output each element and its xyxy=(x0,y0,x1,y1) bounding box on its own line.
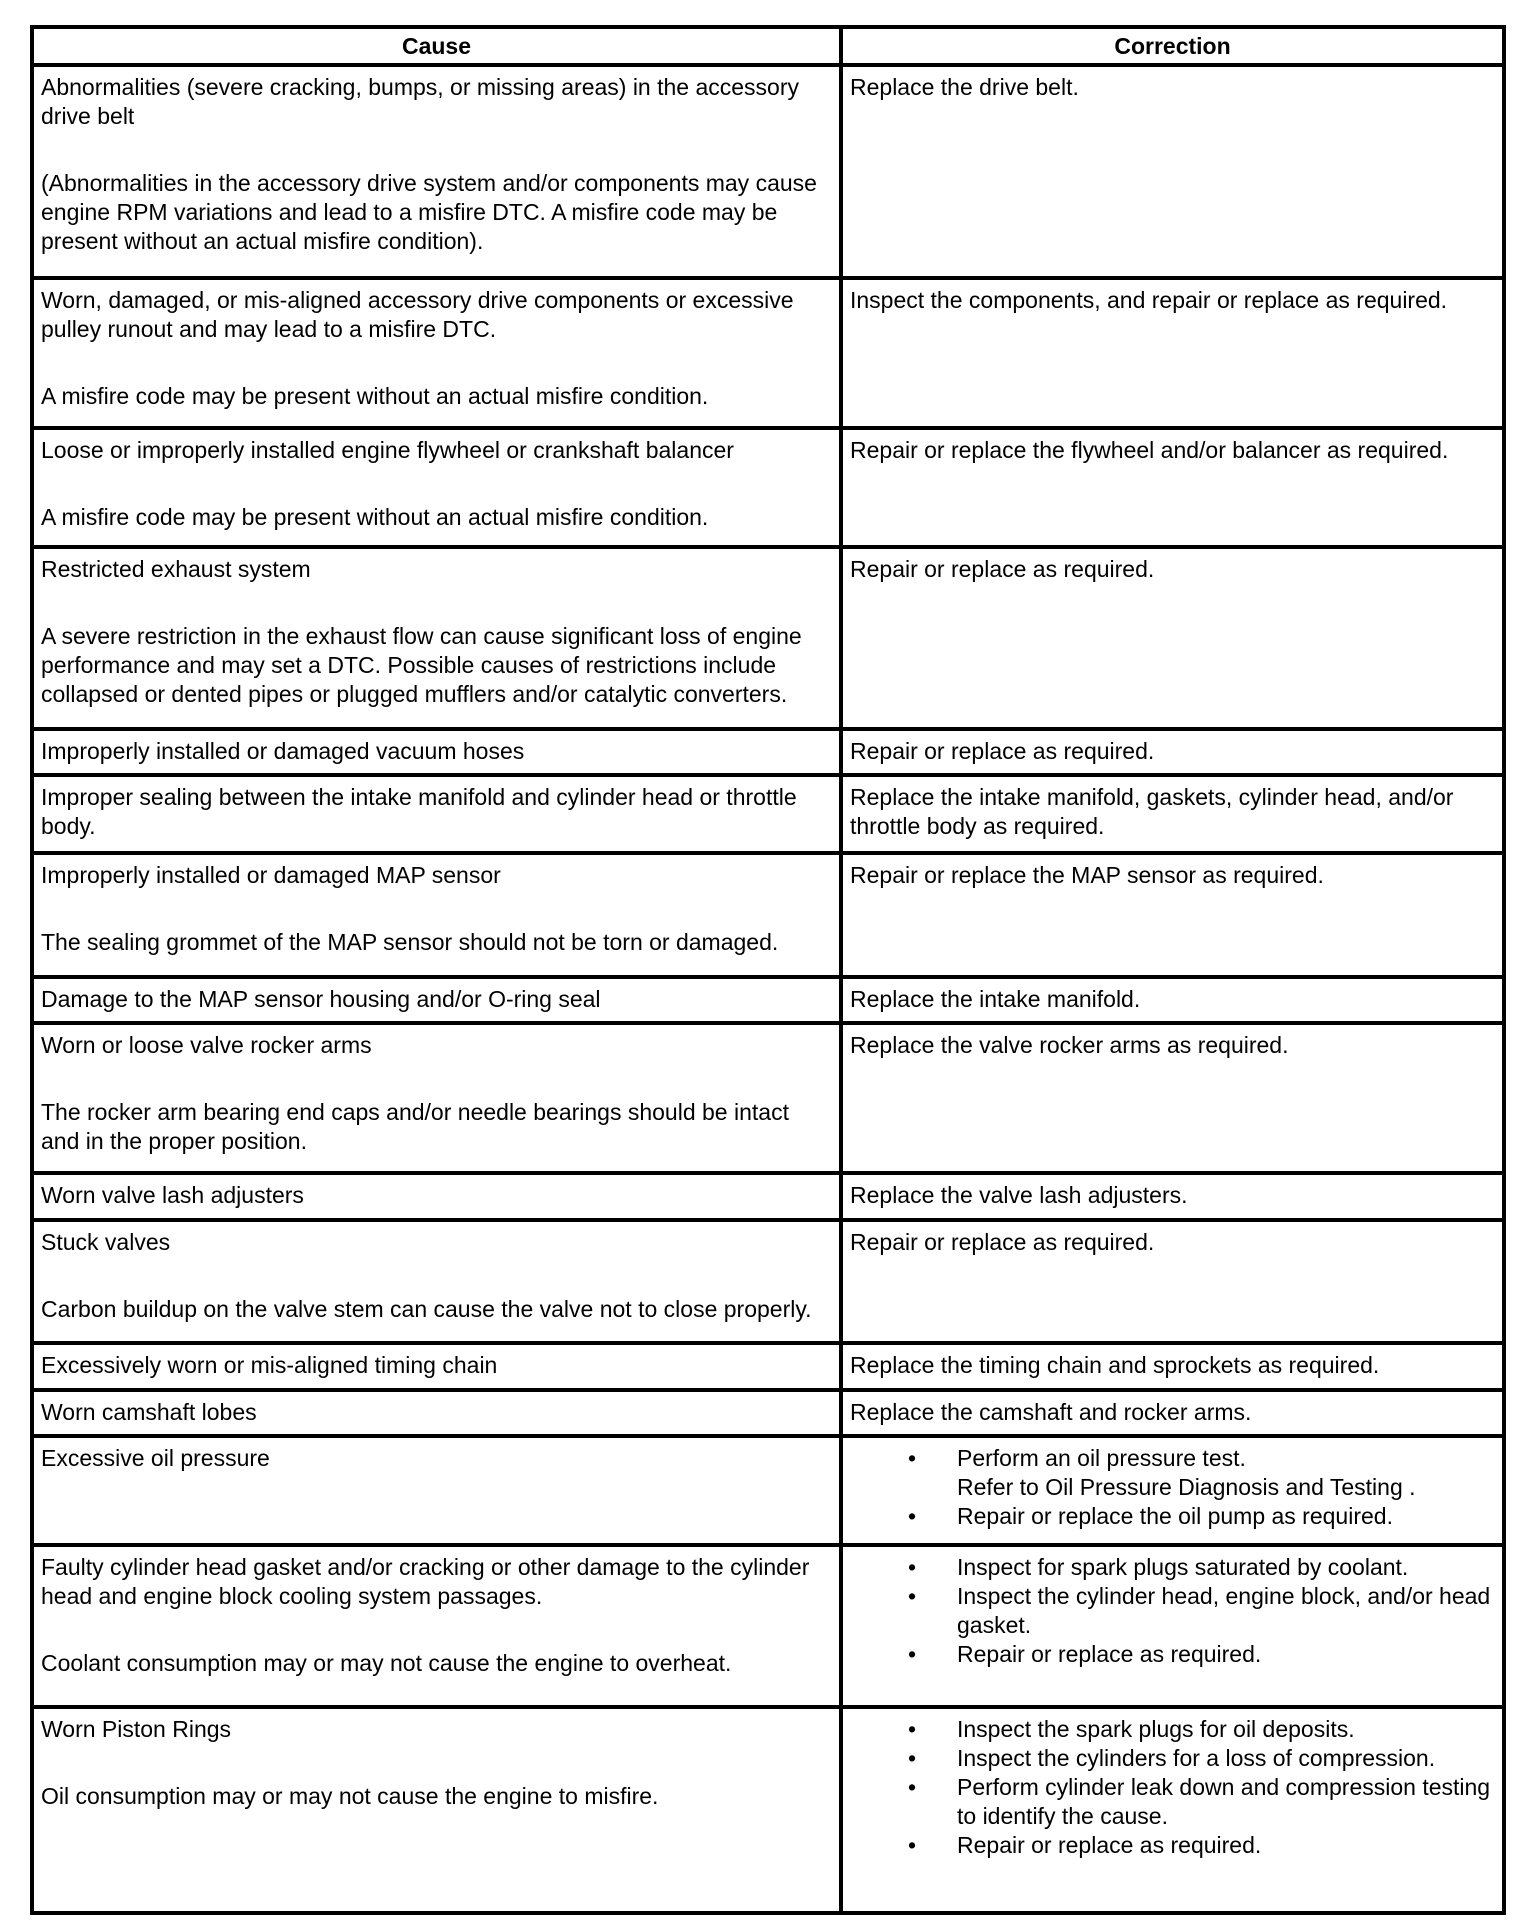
paragraph-gap xyxy=(41,344,831,382)
correction-bullet: • Inspect the cylinders for a loss of compression. xyxy=(850,1744,1494,1773)
cause-text: Worn, damaged, or mis-aligned accessory drive components or excessive pulley runout and may lead to a misfire DTC. xyxy=(41,287,794,343)
cause-text: Excessively worn or mis-aligned timing chain xyxy=(41,1352,498,1379)
correction-cell xyxy=(841,1220,1504,1343)
correction-cell xyxy=(841,853,1504,976)
table-row xyxy=(32,65,1504,278)
table-row xyxy=(32,278,1504,428)
correction-text: Repair or replace as required. xyxy=(850,737,1155,764)
cause-text: Excessive oil pressure xyxy=(41,1445,270,1471)
cause-cell xyxy=(32,428,841,547)
cause-cell xyxy=(32,729,841,775)
cause-text: Worn Piston Rings xyxy=(41,1716,232,1743)
cause-note: Carbon buildup on the valve stem can cause the valve not to close properly. xyxy=(41,1295,812,1322)
table-row xyxy=(32,729,1504,775)
table-body xyxy=(32,65,1504,1913)
cause-cell xyxy=(32,775,841,853)
table-row xyxy=(32,1707,1504,1913)
cause-cell xyxy=(32,1436,841,1545)
correction-bullet: • Repair or replace as required. xyxy=(850,1640,1494,1669)
correction-cell xyxy=(841,1173,1504,1219)
correction-cell xyxy=(841,1390,1504,1436)
correction-text: Replace the drive belt. xyxy=(850,74,1079,100)
table-row xyxy=(32,1390,1504,1436)
cause-note: A misfire code may be present without an actual misfire condition. xyxy=(41,383,709,410)
table-row xyxy=(32,775,1504,853)
correction-bullet: • Repair or replace as required. xyxy=(850,1831,1494,1860)
cause-cell xyxy=(32,853,841,976)
correction-cell xyxy=(841,428,1504,547)
paragraph-gap xyxy=(41,1611,831,1649)
table-row xyxy=(32,977,1504,1023)
correction-bullet: • Perform an oil pressure test. Refer to Oil Pressure Diagnosis and Testing . xyxy=(850,1444,1494,1502)
cause-cell xyxy=(32,1707,841,1913)
cause-text: Abnormalities (severe cracking, bumps, or missing areas) in the accessory drive belt xyxy=(41,74,800,129)
correction-cell xyxy=(841,65,1504,278)
cause-text: Worn or loose valve rocker arms xyxy=(41,1031,372,1058)
table-row xyxy=(32,1220,1504,1343)
cause-cell xyxy=(32,1390,841,1436)
correction-cell xyxy=(841,1343,1504,1389)
cause-text: Improperly installed or damaged vacuum hoses xyxy=(41,737,525,764)
cause-text: Improperly installed or damaged MAP sensor xyxy=(41,862,501,889)
correction-bullet: • Inspect the spark plugs for oil deposits. xyxy=(850,1715,1494,1744)
correction-cell xyxy=(841,1436,1504,1545)
table-row xyxy=(32,1545,1504,1707)
cause-cell xyxy=(32,278,841,428)
paragraph-gap xyxy=(41,131,831,169)
correction-text: Replace the valve lash adjusters. xyxy=(850,1182,1188,1209)
paragraph-gap xyxy=(41,1257,831,1295)
correction-bullet: • Inspect for spark plugs saturated by coolant. xyxy=(850,1553,1494,1582)
correction-text: Replace the valve rocker arms as required. xyxy=(850,1031,1289,1058)
cause-text: Damage to the MAP sensor housing and/or O-ring seal xyxy=(41,985,601,1012)
cause-text: Improper sealing between the intake manifold and cylinder head or throttle body. xyxy=(41,784,797,840)
cause-cell xyxy=(32,1173,841,1219)
paragraph-gap xyxy=(41,465,831,503)
correction-bullet: • Perform cylinder leak down and compression testing to identify the cause. xyxy=(850,1773,1494,1831)
cause-cell xyxy=(32,1220,841,1343)
table-row xyxy=(32,547,1504,729)
paragraph-gap xyxy=(41,1060,831,1098)
cause-correction-table xyxy=(30,25,1506,1915)
table-row xyxy=(32,1343,1504,1389)
paragraph-gap xyxy=(41,890,831,928)
paragraph-gap xyxy=(41,1744,831,1782)
cause-note: Oil consumption may or may not cause the engine to misfire. xyxy=(41,1783,659,1810)
header-correction: Correction xyxy=(841,27,1504,65)
cause-text: Worn camshaft lobes xyxy=(41,1398,257,1425)
correction-text: Inspect the components, and repair or replace as required. xyxy=(850,287,1448,314)
correction-text: Repair or replace as required. xyxy=(850,1228,1155,1255)
cause-text: Worn valve lash adjusters xyxy=(41,1182,304,1209)
cause-cell xyxy=(32,1023,841,1173)
correction-bullet: • Inspect the cylinder head, engine block, and/or head gasket. xyxy=(850,1582,1494,1640)
cause-cell xyxy=(32,65,841,278)
header-cause: Cause xyxy=(32,27,841,65)
cause-cell xyxy=(32,1545,841,1707)
correction-text: Replace the intake manifold, gaskets, cylinder head, and/or throttle body as required. xyxy=(850,784,1454,840)
correction-cell xyxy=(841,1545,1504,1707)
correction-bullet-list xyxy=(850,1444,1494,1531)
correction-cell xyxy=(841,547,1504,729)
correction-cell xyxy=(841,977,1504,1023)
cause-text: Loose or improperly installed engine flywheel or crankshaft balancer xyxy=(41,437,734,464)
correction-text: Replace the camshaft and rocker arms. xyxy=(850,1398,1252,1425)
cause-text: Faulty cylinder head gasket and/or cracking or other damage to the cylinder head and engine block cooling system passages. xyxy=(41,1554,810,1610)
correction-bullet: • Repair or replace the oil pump as required. xyxy=(850,1502,1494,1531)
table-row xyxy=(32,1173,1504,1219)
correction-text: Repair or replace as required. xyxy=(850,556,1155,583)
correction-cell xyxy=(841,775,1504,853)
table-row xyxy=(32,1023,1504,1173)
cause-note: A misfire code may be present without an actual misfire condition. xyxy=(41,504,709,531)
correction-cell xyxy=(841,729,1504,775)
table-row xyxy=(32,853,1504,976)
cause-note: A severe restriction in the exhaust flow can cause significant loss of engine performance and may set a DTC. Possible causes of restrictions include collapsed or dented pipes or plugged mufflers and/or catalytic converters. xyxy=(41,623,802,708)
cause-note: The rocker arm bearing end caps and/or needle bearings should be intact and in the proper position. xyxy=(41,1098,789,1154)
cause-cell xyxy=(32,547,841,729)
cause-note: The sealing grommet of the MAP sensor should not be torn or damaged. xyxy=(41,929,779,956)
correction-bullet-list xyxy=(850,1553,1494,1669)
correction-cell xyxy=(841,1707,1504,1913)
correction-text: Repair or replace the flywheel and/or balancer as required. xyxy=(850,437,1449,464)
cause-note: (Abnormalities in the accessory drive system and/or components may cause engine RPM variations and lead to a misfire DTC. A misfire code may be present without an actual misfire condition). xyxy=(41,170,817,254)
cause-note: Coolant consumption may or may not cause the engine to overheat. xyxy=(41,1650,732,1677)
cause-text: Restricted exhaust system xyxy=(41,556,311,583)
table-row xyxy=(32,1436,1504,1545)
table-row xyxy=(32,428,1504,547)
correction-text: Replace the intake manifold. xyxy=(850,985,1141,1012)
cause-cell xyxy=(32,977,841,1023)
correction-cell xyxy=(841,1023,1504,1173)
cause-text: Stuck valves xyxy=(41,1228,171,1255)
correction-text: Replace the timing chain and sprockets as required. xyxy=(850,1352,1380,1379)
correction-cell xyxy=(841,278,1504,428)
correction-bullet-list xyxy=(850,1715,1494,1860)
cause-cell xyxy=(32,1343,841,1389)
paragraph-gap xyxy=(41,584,831,622)
header-row xyxy=(32,27,1504,65)
correction-text: Repair or replace the MAP sensor as required. xyxy=(850,862,1324,889)
